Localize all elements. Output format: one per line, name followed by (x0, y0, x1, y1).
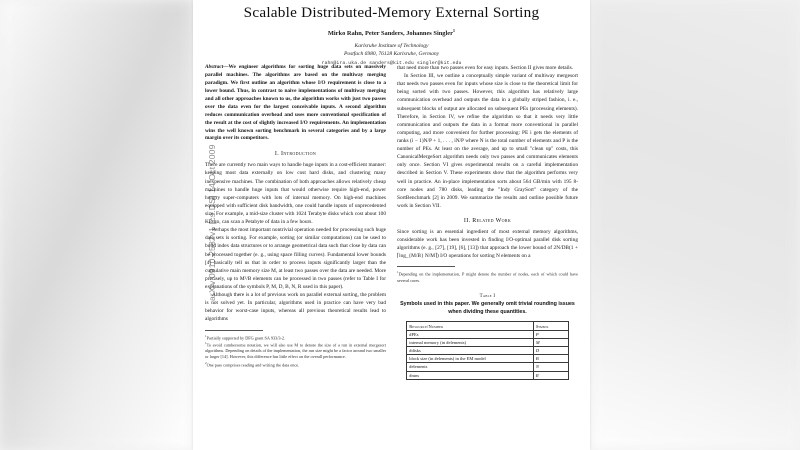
left-footnote-2-text: To avoid cumbersome notation, we will also use M to denote the size of a run in external mergesort algorithms. Depending on details of the implementation, the run size might be a factor around two smaller or larger [14]. However, this difference has little effect on the overall performance. (205, 342, 386, 360)
table-cell-symbol: P (533, 330, 568, 338)
left-paragraph-3: Although there is a lot of previous work on parallel external sorting, the problem is not solved yet. In particular, algorithms used in practice can have very bad behavior for worst-case inputs, whereas all previous theoretical results lead to algorithms (205, 292, 386, 323)
table-cell-resource: block size (in #elements) in the EM model (407, 355, 534, 363)
left-footnote-1-marker: 1 (205, 333, 207, 338)
left-footnote-2 (205, 341, 386, 361)
section-heading-introduction: I. Introduction (274, 151, 317, 158)
left-footnote-3-text: One pass comprises reading and writing the data once. (206, 361, 300, 367)
table-header-row (407, 322, 569, 330)
right-footnote-1 (397, 270, 578, 283)
right-paragraph-2: In Section III, we outline a conceptually simple variant of multiway mergesort that needs two passes even for inputs whose size is close to the theoretical limit for being sorted with two passes. However, this algorithm has relatively large communication overhead and outputs the data in a globally striped fashion, i. e., subsequent blocks of output are allocated on subsequent PEs (processing elements). Therefore, in Section IV, we refine the algorithm so that it needs very little communication and outputs the data in a format more conventional in parallel computing, and more convenient for further processing: PE i gets the elements of ranks (i − 1)N/P + 1, . . . , iN/P where N is the total number of elements and P is the number of PEs. At least on the average, and up to small "clean up" costs, this CanonicalMergeSort algorithm needs only two passes and communicates elements only once. Section VI gives experimental results on a careful implementation described in Section V. These experiments show that the algorithm performs very well in practice. An in-place implementation sorts about 564 GB/min with 195 8-core nodes and 780 disks, leading the "Indy GraySort" category of the SortBenchmark [2] in 2009. We summarize the results and outline possible future work in Section VII. (397, 73, 578, 209)
paper-page (193, 0, 590, 450)
table-cell-symbol: R (533, 371, 568, 379)
right-footnote-1-text: Depending on the implementation, P might denote the number of nodes, each of which could have several cores. (397, 271, 578, 283)
right-footnote-1-marker: 1 (397, 270, 399, 275)
table-row (407, 330, 569, 338)
table-cell-resource: internal memory (in #elements) (407, 338, 534, 346)
table-cell-resource: #PEs (407, 330, 534, 338)
author-emails: rahn@ira.uka.de sanders@kit.edu singler@kit.edu (321, 61, 462, 67)
table-header-resource: Resource/Number (407, 322, 534, 330)
table-cell-resource: #elements (407, 363, 534, 371)
left-footnote-1 (205, 334, 386, 341)
table-row (407, 363, 569, 371)
table-cell-symbol: B (533, 355, 568, 363)
table-number: Table I (479, 293, 496, 299)
table-header-symbol: Symbol (533, 322, 568, 330)
table-cell-resource: #runs (407, 371, 534, 379)
page-title: Scalable Distributed-Memory External Sorting (243, 4, 540, 21)
left-footnote-3 (205, 361, 386, 368)
affiliation (207, 42, 576, 59)
left-paragraph-1: There are currently two main ways to handle huge inputs in a cost-efficient manner: keeping most data externally on low cost hard disks, and clustering many inexpensive machines. The combination of both approaches allows relatively cheap machines to handle huge inputs that would otherwise require high-end, power hungry super-computers with lots of internal memory. On high-end machines equipped with sufficient disk bandwidth, one could handle inputs of unprecedented size. For example, a mid-size cluster with 1024 Terabyte disks which cost about 100 KEuro, can scan a Petabyte of data in a few hours. (205, 162, 386, 226)
left-paragraph-2: Perhaps the most important nontrivial operation needed for processing such huge data sets is sorting. For example, sorting (or similar computations) can be used to build index data structures or to arrange geometrical data such that close by data can be processed together (e. g., using space filling curves). Fundamental lower bounds [4] basically tell us that in order to process inputs significantly larger than the cumulative main memory size M, at least two passes over the data are needed. More precisely, up to M²/B elements can be processed in two passes (refer to Table I for explanations of the symbols P, M, D, B, N, R used in this paper). (205, 227, 386, 291)
paper-content (193, 0, 590, 450)
left-footnote-2-marker: 1 (205, 341, 207, 345)
two-column-body (205, 64, 578, 380)
symbols-table-body (407, 330, 569, 379)
viewer-right-gutter (590, 0, 800, 450)
footnote-separator-left (205, 330, 263, 331)
table-cell-symbol: D (533, 346, 568, 354)
table-row (407, 346, 569, 354)
footnote-separator-right (397, 266, 455, 267)
right-column (397, 64, 578, 380)
left-footnote-3-marker: 2 (205, 360, 207, 365)
table-block (397, 294, 578, 380)
right-paragraph-3: Since sorting is an essential ingredient of most external memory algorithms, considerable work has been invested in finding I/O-optimal parallel disk sorting algorithms (e. g., [27], [19], [6], [13]) that approach the lower bound of 2N/DB(1 + ⌈log_{M/B} N/M⌉) I/O operations for sorting N elements on a (397, 228, 578, 260)
table-row (407, 371, 569, 379)
abstract-paragraph (205, 64, 386, 143)
left-footnote-1-text: Partially supported by DFG grant SA 933/3-2. (206, 334, 286, 340)
affiliation-line-1: Karlsruhe Institute of Technology (354, 43, 429, 50)
author-footnote-marker: 1 (452, 28, 456, 34)
right-paragraph-1: that need more than two passes even for easy inputs. Section II gives more details. (397, 65, 573, 71)
author-names: Mirko Rahn, Peter Sanders, Johannes Singler (327, 30, 453, 38)
symbols-table (406, 321, 569, 379)
arxiv-stamp: arXiv:0910.2582v1 [cs.DS] 14 Oct 2009 (207, 144, 217, 301)
abstract-lead: Abstract— (205, 64, 229, 70)
table-caption: Symbols used in this paper. We generally omit trivial rounding issues when dividing these quantities. (400, 301, 575, 315)
left-column (205, 64, 386, 380)
table-cell-symbol: N (533, 363, 568, 371)
viewer-left-gutter (0, 0, 193, 450)
table-cell-resource: #disks (407, 346, 534, 354)
section-heading-related-work: II. Related Work (463, 217, 512, 224)
table-cell-symbol: M (533, 338, 568, 346)
table-row (407, 355, 569, 363)
author-list (207, 28, 576, 37)
abstract-text: We engineer algorithms for sorting huge data sets on massively parallel machines. The algorithms are based on the multiway merging paradigm. We first outline an algorithm whose I/O requirement is close to a lower bound. Thus, in contrast to naive implementations of multiway merging and all other approaches known to us, the algorithm works with just two passes over the data even for the largest conceivable inputs. A second algorithm reduces communication overhead and uses more conventional specification of the result at the cost of slightly increased I/O requirements. An implementation wins the well known sorting benchmark in several categories and by a large margin over its competitors. (205, 64, 386, 142)
affiliation-line-2: Postfach 6980, 76128 Karlsruhe, Germany (343, 51, 440, 58)
table-row (407, 338, 569, 346)
